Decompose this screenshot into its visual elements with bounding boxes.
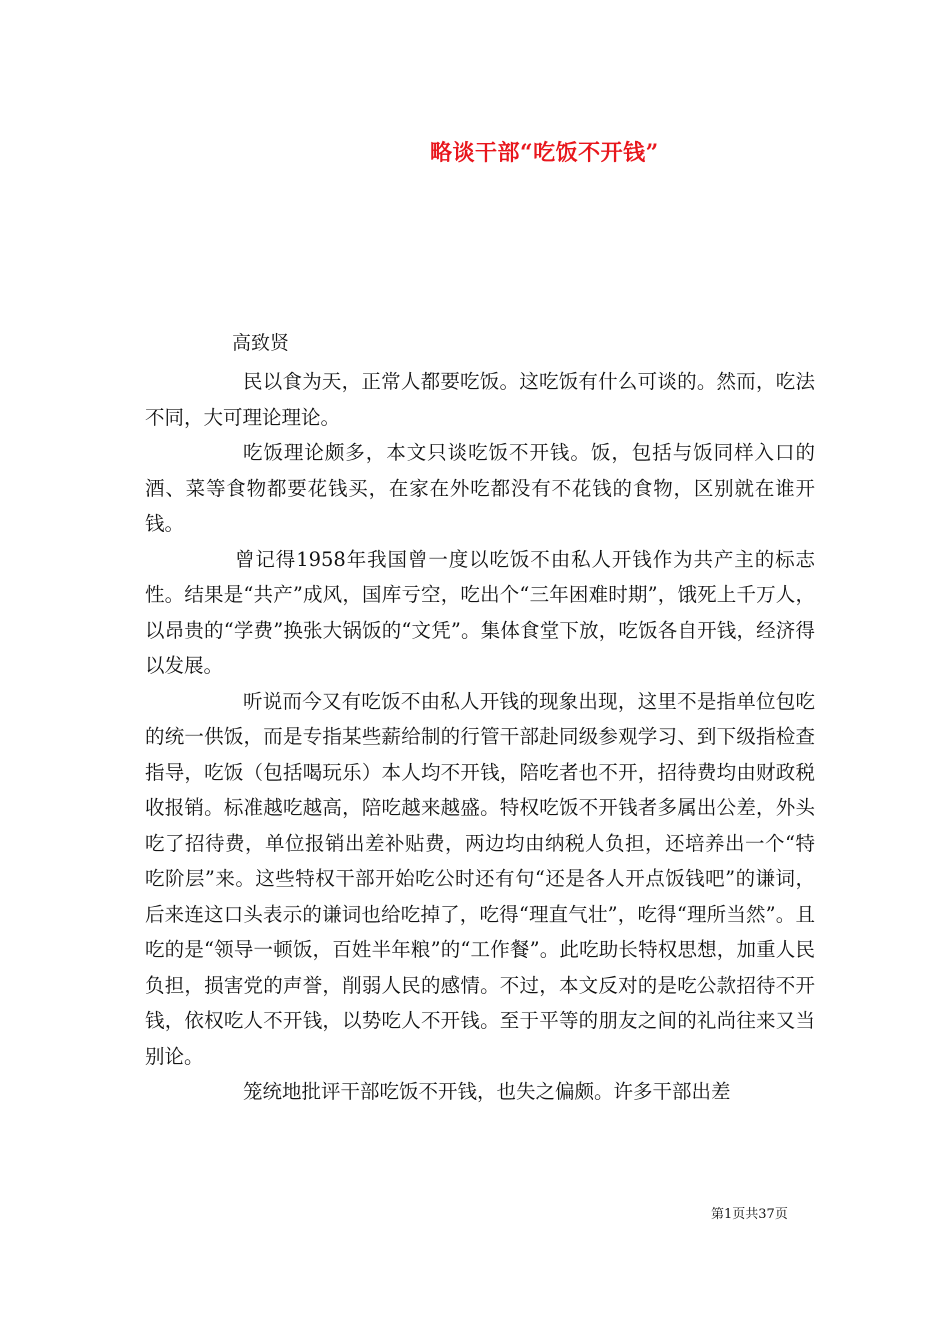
paragraph: 曾记得1958年我国曾一度以吃饭不由私人开钱作为共产主的标志性。结果是“共产”成风，国库亏空，吃出个“三年困难时期”，饿死上千万人，以昂贵的“学费”换张大锅饭的“文凭”。集体食堂下放，吃饭各自开钱，经济得以发展。	[145, 547, 815, 677]
paragraph: 听说而今又有吃饭不由私人开钱的现象出现，这里不是指单位包吃的统一供饭，而是专指某些薪给制的行管干部赴同级参观学习、到下级指检查指导，吃饭（包括喝玩乐）本人均不开钱，陪吃者也不开，招待费均由财政税收报销。标准越吃越高，陪吃越来越盛。特权吃饭不开钱者多属出公差，外头吃了招待费，单位报销出差补贴费，两边均由纳税人负担，还培养出一个“特吃阶层”来。这些特权干部开始吃公时还有句“还是各人开点饭钱吧”的谦词，后来连这口头表示的谦词也给吃掉了，吃得“理直气壮”，吃得“理所当然”。且吃的是“领导一顿饭，百姓半年粮”的“工作餐”。此吃助长特权思想，加重人民负担，损害党的声誉，削弱人民的感情。不过，本文反对的是吃公款招待不开钱，依权吃人不开钱，以势吃人不开钱。至于平等的朋友之间的礼尚往来又当别论。	[145, 689, 815, 1068]
paragraph: 笼统地批评干部吃饭不开钱，也失之偏颇。许多干部出差	[243, 1080, 731, 1103]
paragraph: 民以食为天，正常人都要吃饭。这吃饭有什么可谈的。然而，吃法不同，大可理论理论。	[145, 370, 815, 429]
paragraph: 吃饭理论颇多，本文只谈吃饭不开钱。饭，包括与饭同样入口的酒、菜等食物都要花钱买，在家在外吃都没有不花钱的食物，区别就在谁开钱。	[145, 441, 815, 535]
author-name: 高致贤	[232, 332, 290, 354]
document-title: 略谈干部“吃饭不开钱”	[430, 140, 659, 166]
document-body	[145, 364, 815, 1110]
page-number: 第1页共37页	[711, 1207, 788, 1222]
